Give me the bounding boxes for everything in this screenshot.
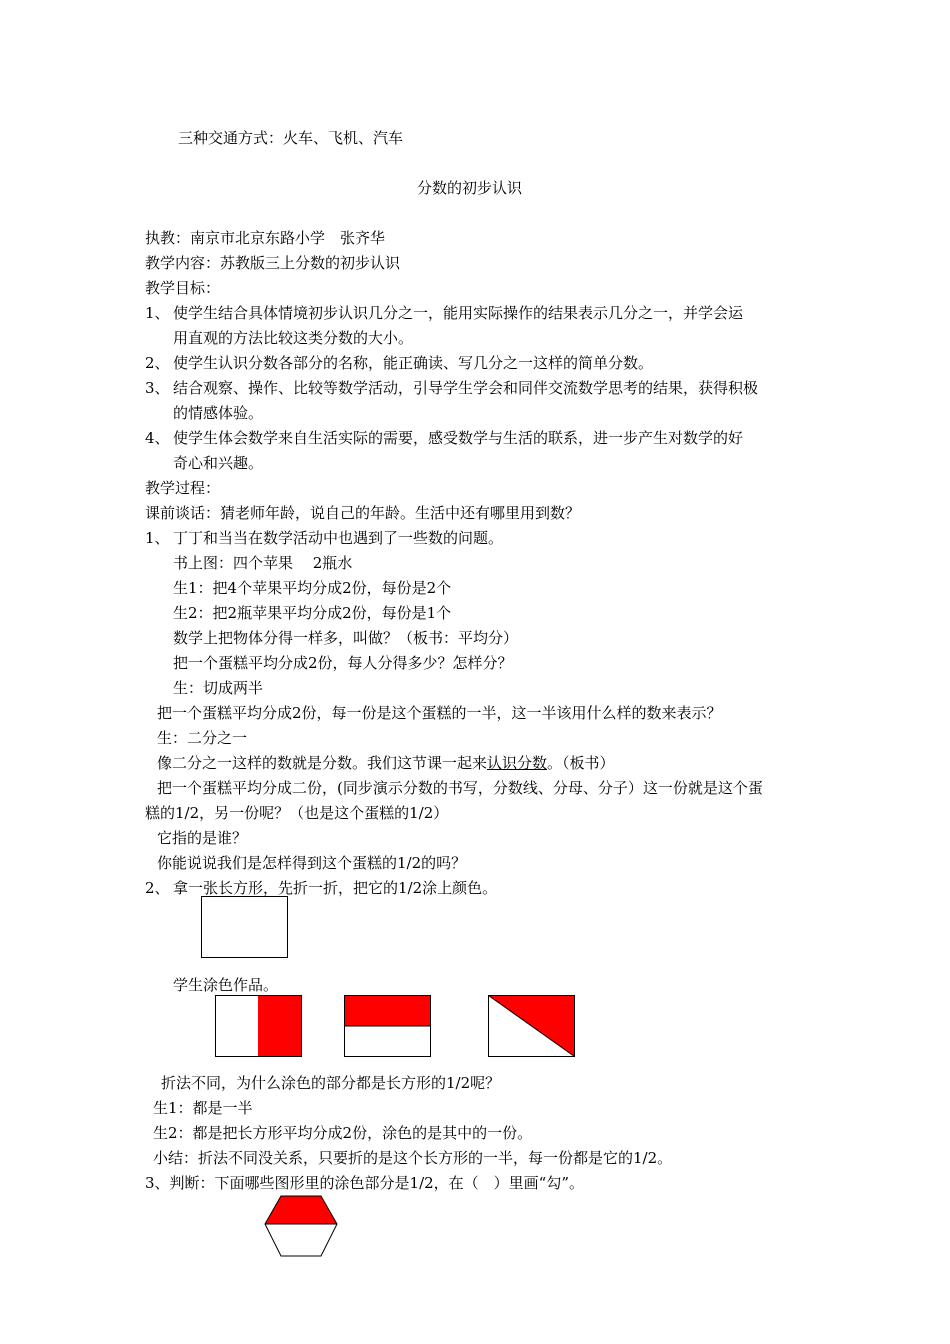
shaded-rectangle-diagonal-half xyxy=(488,995,576,1059)
goal-3-line-2: 的情感体验。 xyxy=(173,404,264,422)
shaded-hexagon-top xyxy=(265,1196,337,1224)
goal-2-line-1: 使学生认识分数各部分的名称，能正确读、写几分之一这样的简单分数。 xyxy=(173,354,654,372)
section-2-title: 拿一张长方形，先折一折，把它的1/2涂上颜色。 xyxy=(173,879,498,897)
section-1-num: 1、 xyxy=(145,529,170,547)
half-answer: 生：二分之一 xyxy=(157,729,248,747)
shaded-top-half xyxy=(344,995,430,1026)
section-2-num: 2、 xyxy=(145,879,170,897)
goal-4-num: 4、 xyxy=(145,429,170,447)
process-label: 教学过程： xyxy=(145,479,221,497)
content-line: 教学内容：苏教版三上分数的初步认识 xyxy=(145,254,401,272)
s1-line-cake: 把一个蛋糕平均分成2份，每人分得多少？怎样分？ xyxy=(173,654,513,672)
student-answer-2: 生2：都是把长方形平均分成2份，涂色的是其中的一份。 xyxy=(153,1124,533,1142)
how-question: 你能说说我们是怎样得到这个蛋糕的1/2的吗？ xyxy=(157,854,467,872)
shaded-rectangle-vertical-half xyxy=(215,995,303,1059)
shaded-hexagon-figure xyxy=(264,1195,340,1261)
teacher-line: 执教：南京市北京东路小学 张齐华 xyxy=(145,229,386,247)
goal-1-num: 1、 xyxy=(145,304,170,322)
s1-line-book: 书上图：四个苹果 2瓶水 xyxy=(173,554,353,572)
goal-4-line-1: 使学生体会数学来自生活实际的需要，感受数学与生活的联系，进一步产生对数学的好 xyxy=(173,429,744,447)
goal-4-line-2: 奇心和兴趣。 xyxy=(173,454,264,472)
section-1-title: 丁丁和当当在数学活动中也遇到了一些数的问题。 xyxy=(173,529,504,547)
fraction-intro-post: 。（板书） xyxy=(547,754,615,772)
who-question: 它指的是谁？ xyxy=(157,829,248,847)
blank-rectangle-figure xyxy=(201,896,289,958)
section-3-judge: 3、判断：下面哪些图形里的涂色部分是1/2，在（ ）里画“勾”。 xyxy=(145,1174,585,1192)
goal-3-num: 3、 xyxy=(145,379,170,397)
goals-label: 教学目标： xyxy=(145,279,221,297)
fraction-intro xyxy=(157,753,615,773)
why-question: 折法不同，为什么涂色的部分都是长方形的1/2呢？ xyxy=(161,1074,501,1092)
student-answer-1: 生1：都是一半 xyxy=(153,1099,253,1117)
s1-line-even-split: 数学上把物体分得一样多，叫做？（板书：平均分） xyxy=(173,629,519,647)
page-title: 分数的初步认识 xyxy=(417,179,523,197)
fraction-intro-pre: 像二分之一这样的数就是分数。我们这节课一起来 xyxy=(157,754,488,772)
s1-line-student-2: 生2：把2瓶苹果平均分成2份，每份是1个 xyxy=(173,604,452,622)
works-label: 学生涂色作品。 xyxy=(173,976,279,994)
s1-line-answer: 生：切成两半 xyxy=(173,679,264,697)
pre-talk: 课前谈话：猜老师年龄，说自己的年龄。生活中还有哪里用到数？ xyxy=(145,504,581,522)
goal-3-line-1: 结合观察、操作、比较等数学活动，引导学生学会和同伴交流数学思考的结果，获得积极 xyxy=(173,379,759,397)
goal-1-line-2: 用直观的方法比较这类分数的大小。 xyxy=(173,329,414,347)
goal-2-num: 2、 xyxy=(145,354,170,372)
shaded-right-half xyxy=(258,995,301,1057)
s1-line-student-1: 生1：把4个苹果平均分成2份，每份是2个 xyxy=(173,579,452,597)
top-line: 三种交通方式：火车、飞机、汽车 xyxy=(178,129,404,147)
half-question: 把一个蛋糕平均分成2份，每一份是这个蛋糕的一半，这一半该用什么样的数来表示？ xyxy=(157,704,722,722)
fraction-intro-underlined: 认识分数 xyxy=(487,754,548,772)
demo-line-1: 把一个蛋糕平均分成二份，(同步演示分数的书写，分数线、分母、分子）这一份就是这个蛋 xyxy=(157,779,763,797)
shaded-rectangle-horizontal-half xyxy=(344,995,432,1059)
goal-1-line-1: 使学生结合具体情境初步认识几分之一，能用实际操作的结果表示几分之一，并学会运 xyxy=(173,304,744,322)
demo-line-2: 糕的1/2，另一份呢？（也是这个蛋糕的1/2） xyxy=(145,804,449,822)
summary: 小结：折法不同没关系，只要折的是这个长方形的一半，每一份都是它的1/2。 xyxy=(153,1149,673,1167)
